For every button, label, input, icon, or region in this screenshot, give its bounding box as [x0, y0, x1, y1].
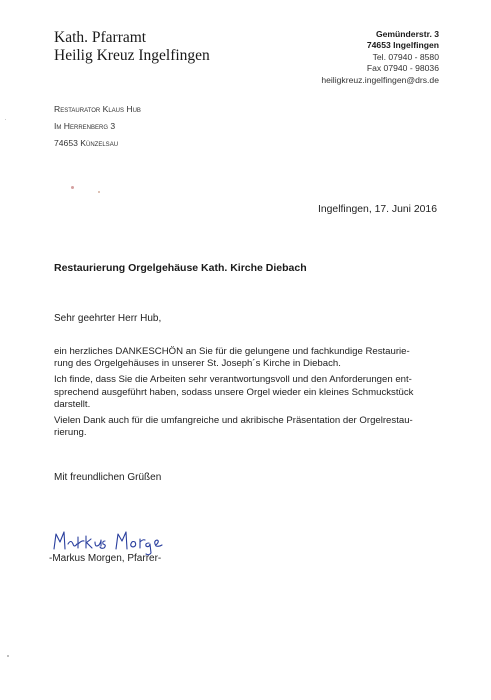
recipient-street: Im Herrenberg 3 — [54, 121, 116, 131]
sender-line-2: Heilig Kreuz Ingelfingen — [54, 47, 210, 64]
salutation: Sehr geehrter Herr Hub, — [54, 313, 162, 324]
signer-name: -Markus Morgen, Pfarrer- — [49, 553, 162, 564]
scan-speck — [71, 186, 74, 189]
scan-speck — [7, 655, 9, 657]
contact-block — [321, 29, 439, 86]
sender-line-1: Kath. Pfarramt — [54, 29, 147, 46]
letter-date: Ingelfingen, 17. Juni 2016 — [317, 204, 437, 215]
closing: Mit freundlichen Grüßen — [54, 472, 162, 483]
contact-street: Gemünderstr. 3 — [375, 29, 439, 39]
letter-body — [54, 346, 438, 443]
sender-block — [54, 29, 210, 65]
contact-tel: Tel. 07940 - 8580 — [372, 51, 439, 62]
contact-email: heiligkreuz.ingelfingen@drs.de — [321, 74, 439, 85]
body-paragraph: ein herzliches DANKESCHÖN an Sie für die gelungene und fachkundige Restaurie- rung des Orgelgehäuses in unserer St. Joseph´s Kirche in Diebach. — [54, 346, 410, 370]
recipient-name: Restaurator Klaus Hub — [54, 104, 141, 114]
recipient-block — [54, 101, 141, 152]
letter-subject: Restaurierung Orgelgehäuse Kath. Kirche Diebach — [54, 262, 307, 274]
scan-speck — [98, 191, 100, 193]
recipient-city: 74653 Künzelsau — [54, 138, 119, 148]
body-paragraph: Vielen Dank auch für die umfangreiche und akribische Präsentation der Orgelrestau- rierung. — [54, 415, 413, 439]
contact-fax: Fax 07940 - 98036 — [366, 63, 439, 74]
body-paragraph: Ich finde, dass Sie die Arbeiten sehr verantwortungsvoll und den Anforderungen ent- sprechend ausgeführt haben, sodass unsere Orgel wieder ein kleines Schmuckstück darstellt. — [54, 374, 414, 410]
contact-city: 74653 Ingelfingen — [366, 40, 439, 51]
scan-speck — [5, 119, 6, 120]
